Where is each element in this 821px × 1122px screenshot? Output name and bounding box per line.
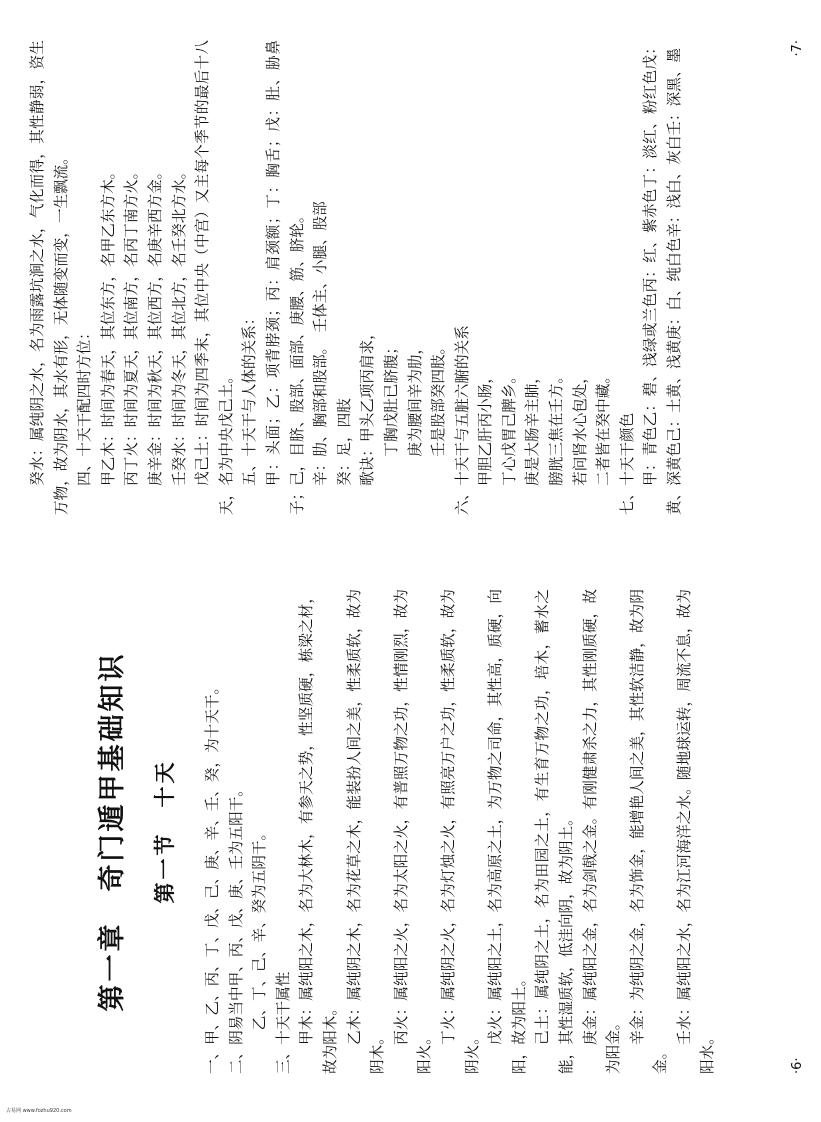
paragraph: 甲：头面；乙：项背脖颈；丙：肩颈额；丁：胸舌；戊：肚、胁鼻子；己，目脐、股部、面部、庚腰、筋、脐轮。: [264, 40, 306, 515]
paragraph: 甲木：属纯阳之木，名为大林木，有参天之势，性坚质硬，栋梁之材，故为阳木。: [298, 589, 339, 1074]
paragraph: 六、十天干与五脏六腑的关系: [453, 325, 471, 515]
paragraph: 七、十天干颜色: [618, 412, 636, 515]
paragraph: 庚辛金：时间为秋天，其位西方，名庚辛西方金。: [146, 164, 164, 486]
paragraph: 丁火：属纯阴之火，名为灯烛之火，有照亮万户之功，性柔质软，故为阴火。: [439, 589, 481, 1074]
paragraph: 庚为腰间辛为肋，: [406, 339, 424, 457]
paragraph: 癸水：属纯阴之水，名为雨露坑涧之水，气化而得，其性静弱，资生万物，故为阴水，其水有形，无体随变而变，一生飘流。: [29, 40, 70, 515]
paragraph: 乙、丁、己、辛、癸为五阴干。: [251, 825, 269, 1031]
section-title: 第一节 十天: [153, 759, 177, 904]
paragraph: 五、十天干与人体的关系：: [241, 310, 259, 486]
paragraph: 甲乙木：时间为春天，其位东方，名甲乙东方木。: [99, 164, 117, 486]
paragraph: 四、十天干配四时方位：: [76, 325, 94, 486]
paragraph: 壬水：属纯阳之水，名为江河海洋之水。随地球运转，周流不息，故为阳水。: [675, 589, 717, 1074]
paragraph: 庚是大肠辛主肺，: [524, 369, 542, 486]
left-page: [0, 561, 821, 1122]
paragraph: 甲：青色乙：碧、浅绿或兰色丙：红、紫赤色丁：淡红、粉红色戊：黄、深黄色己：土黄、浅黄庚：白、纯白色辛：浅白、灰白壬：深黑、墨: [642, 40, 684, 515]
paragraph: 壬癸水：时间为冬天，其位北方，名壬癸北方水。: [170, 164, 188, 486]
page-number: ·6·: [790, 1057, 805, 1074]
paragraph: 庚金：属纯阳之金，名为剑戟之金。有刚健肃杀之力，其性刚质硬，故为阳金。: [581, 589, 623, 1074]
site-credit: 古易网 www.fozhu920.com: [6, 1108, 72, 1114]
paragraph: 三、十天干属性: [274, 971, 292, 1074]
paragraph: 若问肾水心包处，: [571, 369, 589, 486]
paragraph: 辛：肋、胸部和股部。 壬体主、小腿、股部: [312, 201, 330, 486]
paragraph: 丁胸戊肚已脐腹；: [382, 339, 400, 457]
paragraph: 戊己土：时间为四季末，其位中央（中宫）又主每个季节的最后十八天，名为中央戊己土。: [194, 40, 235, 515]
paragraph: 丙丁火：时间为夏天，其位南方，名丙丁南方火。: [123, 164, 141, 486]
paragraph: 丁心戊胃己脾乡。: [500, 369, 518, 486]
paragraph: 癸：足，四肢: [335, 398, 353, 486]
page-number: ·7·: [790, 40, 805, 57]
paragraph: 壬是股部癸四肢。: [430, 339, 448, 457]
chapter-title: 第一章 奇门遁甲基础知识: [97, 651, 128, 1012]
paragraph: 乙木：属纯阴之木，名为花草之木，能装扮人间之美，性柔质软，故为阴木。: [345, 589, 387, 1074]
paragraph: 丙火：属纯阳之火，名为太阳之火，有普照万物之功，性情刚烈，故为阳火。: [392, 589, 434, 1074]
paragraph: 一、甲、乙、丙、丁、戊、己、庚、辛、壬、癸，为十天干。: [204, 679, 221, 1074]
paragraph: 二、阴易当中甲、丙、戊、庚、壬为五阳干。: [227, 782, 245, 1074]
paragraph: 己土：属纯阴之土，名为田园之土，有生育万物之功，培木，蓄水之能，其性湿质软，低洼向阴，故为阴土。: [534, 589, 575, 1074]
paragraph: 膀胱三焦在壬方。: [548, 369, 566, 486]
paragraph: 歌诀：甲头乙项丙肩求，: [359, 325, 377, 486]
paragraph: 辛金：为纯阴之金，名为饰金，能增艳人间之美，其性软洁静，故为阴金。: [628, 589, 670, 1074]
paragraph: 戊火：属纯阳之土，名为高原之土，为万物之司命，其性高，质硬，向阳，故为阳土。: [487, 589, 528, 1074]
paragraph: 甲胆乙肝丙小肠，: [477, 369, 495, 486]
paragraph: 二者皆在癸中藏。: [595, 369, 613, 486]
